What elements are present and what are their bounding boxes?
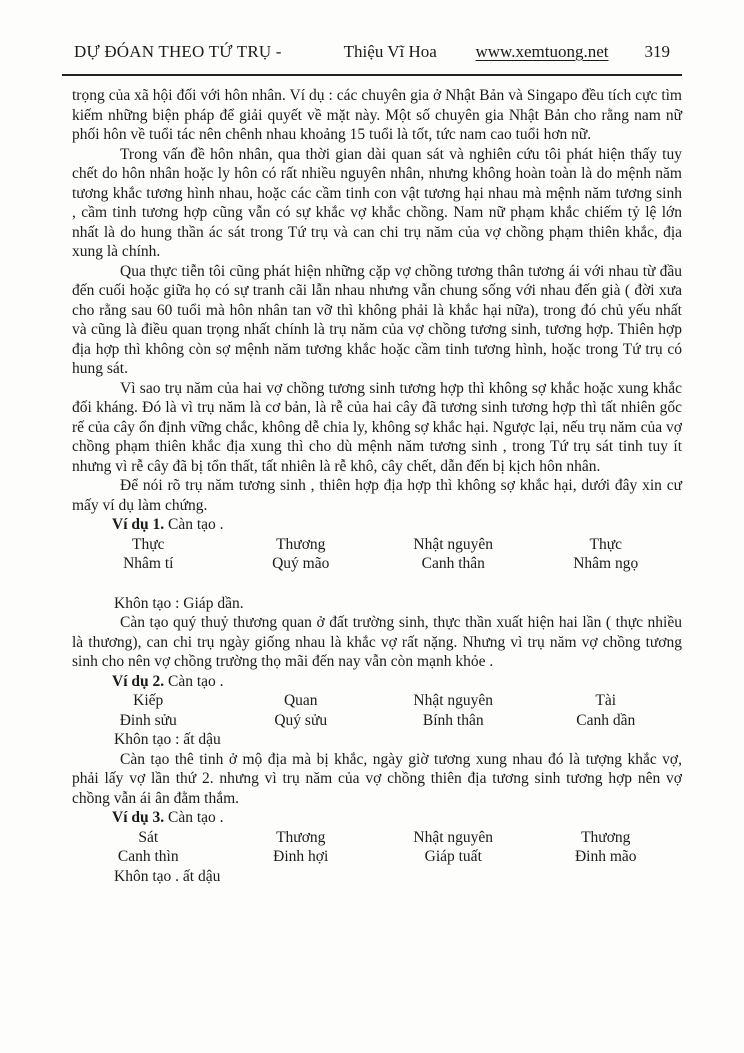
example-comment: Càn tạo quý thuỷ thương quan ở đất trường sinh, thực thần xuất hiện hai lần ( thực nhiều là thương), can chi trụ ngày giống nhau là khắc vợ rất nặng. Nhưng vì trụ năm vợ chồng tương sinh cho nên vợ chồng trường thọ mãi đến nay vẫn còn mạnh khỏe . <box>72 614 682 670</box>
ten-gods-row <box>72 691 682 711</box>
paragraph: Để nói rõ trụ năm tương sinh , thiên hợp địa hợp thì không sợ khắc hại, dưới đây xin cư mấy ví dụ làm chứng. <box>72 477 682 514</box>
ten-god-cell: Sát <box>138 828 159 846</box>
pillar-cell: Nhâm tí <box>123 555 174 572</box>
example-intro: Càn tạo . <box>168 516 224 533</box>
example-label: Ví dụ 3. <box>112 809 165 826</box>
pillar-cell: Canh thân <box>421 555 485 572</box>
ten-god-cell: Nhật nguyên <box>413 828 494 846</box>
ten-god-cell: Thương <box>276 535 326 553</box>
kun-note: Khôn tạo . ất dậu <box>114 867 221 885</box>
pillar-cell: Nhâm ngọ <box>573 555 639 572</box>
ten-god-cell: Thực <box>589 535 622 553</box>
example-3 <box>72 808 682 886</box>
kun-note: Khôn tạo : Giáp dần. <box>114 594 244 612</box>
pillar-cell: Quý mão <box>272 555 330 572</box>
example-1 <box>72 515 682 672</box>
ten-god-cell: Nhật nguyên <box>413 692 494 709</box>
page-number: 319 <box>644 42 670 61</box>
pillar-cell: Đinh mão <box>574 848 637 865</box>
pillars-row <box>72 847 682 867</box>
kun-note: Khôn tạo : ất dậu <box>114 731 221 748</box>
example-intro: Càn tạo . <box>168 809 224 826</box>
pillar-cell: Canh dần <box>576 711 636 729</box>
author-name: Thiệu Vĩ Hoa <box>343 42 437 61</box>
ten-god-cell: Nhật nguyên <box>413 535 494 553</box>
example-label: Ví dụ 2. <box>112 672 165 690</box>
pillars-row <box>72 554 682 574</box>
paragraph: Qua thực tiễn tôi cũng phát hiện những cặp vợ chồng tương thân tương ái với nhau từ đầu đến cuối hoặc giữa họ có sự tranh cãi lẫn nhau nhưng vẫn chung sống với nhau đến già ( đời xưa cho rằng sau 60 tuổi mà hôn nhân tan vỡ thì không phải là khắc hại nữa), trong đó chủ yếu nhất và cũng là điều quan trọng nhất chính là trụ năm của vợ chồng tương sinh, tương hợp. Thiên hợp địa hợp thì không còn sợ mệnh năm tương khắc hoặc cầm tinh tương hình, hoặc trong Tứ trụ có hung sát. <box>72 262 682 377</box>
pillar-cell: Bính thân <box>422 711 484 729</box>
ten-god-cell: Kiếp <box>133 692 164 709</box>
ten-god-cell: Thương <box>581 828 631 846</box>
book-title: DỰ ĐÓAN THEO TỨ TRỤ - <box>74 42 282 61</box>
page-header <box>62 42 682 62</box>
ten-god-cell: Thực <box>132 535 165 553</box>
pillar-cell: Đinh hợi <box>273 848 329 865</box>
pillar-cell: Giáp tuất <box>424 848 482 865</box>
example-comment: Càn tạo thê tinh ở mộ địa mà bị khắc, ngày giờ tương xung nhau đó là tượng khắc vợ, phải lấy vợ lần thứ 2. nhưng vì trụ năm của vợ chồng thiên địa tương sinh tương hợp nên vợ chồng vẫn ái ân đằm thắm. <box>72 750 682 807</box>
paragraph-continuation: trọng của xã hội đối với hôn nhân. Ví dụ : các chuyên gia ở Nhật Bản và Singapo đều tích cực tìm kiếm những biện pháp để giải quyết về mặt này. Một số chuyên gia Nhật Bản cho rằng nam nữ phối hôn về tuổi tác nên chênh nhau khoảng 15 tuổi là tốt, tức nam cao tuổi hơn nữ. <box>72 87 682 143</box>
example-2 <box>72 672 682 809</box>
website-link: www.xemtuong.net <box>475 42 609 61</box>
ten-gods-row <box>72 828 682 848</box>
page-content <box>72 86 682 886</box>
ten-gods-row <box>72 535 682 555</box>
example-label: Ví dụ 1. <box>112 516 165 533</box>
example-intro: Càn tạo . <box>168 672 224 690</box>
pillars-row <box>72 711 682 731</box>
ten-god-cell: Tài <box>595 692 617 709</box>
pillar-cell: Đinh sửu <box>119 711 177 729</box>
example-title <box>72 672 682 692</box>
ten-god-cell: Thương <box>276 828 326 846</box>
example-title <box>72 515 682 535</box>
pillar-cell: Quý sửu <box>274 711 328 729</box>
ten-god-cell: Quan <box>283 692 318 709</box>
paragraph: Vì sao trụ năm của hai vợ chồng tương sinh tương hợp thì không sợ khắc hoặc xung khắc đối kháng. Đó là vì trụ năm là cơ bản, là rễ của hai cây đã tương sinh tương hợp thì tất nhiên gốc rế của cây ổn định vững chắc, không dễ chia ly, không sợ khắc hại. Ngược lại, nếu trụ năm của vợ chồng phạm thiên khắc địa xung thì cho dù mệnh năm tương sinh , trong Tứ trụ sát tinh tuy ít nhưng vì rễ cây đã bị tổn thất, tất nhiên là rễ khô, cây chết, dẫn đến bị kịch hôn nhân. <box>72 379 682 475</box>
paragraph: Trong vấn đề hôn nhân, qua thời gian dài quan sát và nghiên cứu tôi phát hiện thấy tuy chết do hôn nhân hoặc ly hôn có rất nhiều nguyên nhân, nhưng không hoàn toàn là do mệnh năm tương khắc tương hình nhau, hoặc các cầm tinh con vật tương hại nhau mà mệnh năm tương sinh , cầm tinh tương hợp cũng vẫn có sự khắc vợ khắc chồng. Nam nữ phạm khắc chiếm tỷ lệ lớn nhất là do hung thần ác sát trong Tứ trụ và can chi trụ năm của vợ chồng phạm thiên khắc, địa xung là chính. <box>72 145 682 260</box>
pillar-cell: Canh thìn <box>117 848 179 865</box>
example-title <box>72 808 682 828</box>
header-rule <box>62 74 682 76</box>
